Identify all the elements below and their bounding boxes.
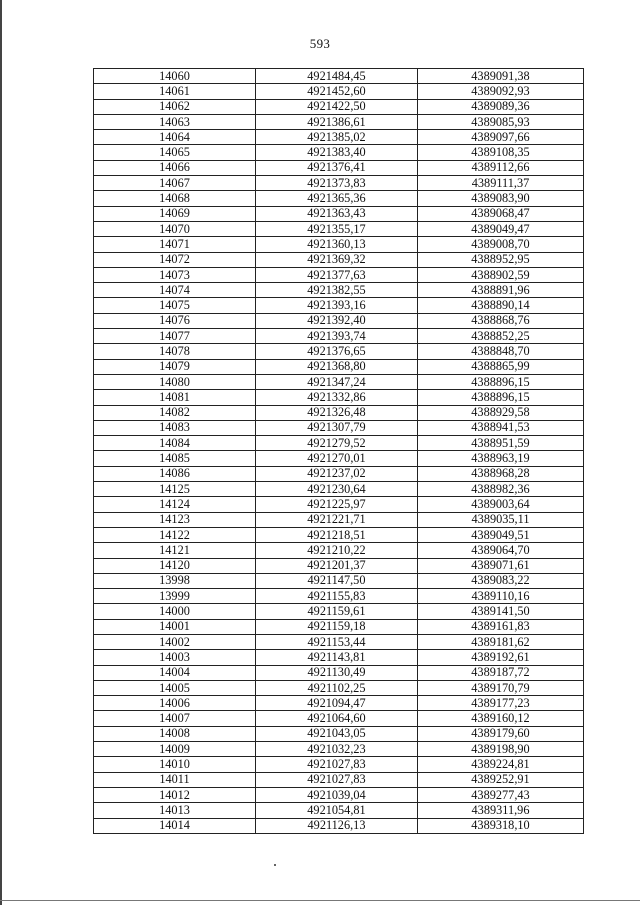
y-coordinate-cell: 4389318,10: [418, 818, 584, 833]
table-row: [94, 390, 584, 405]
y-coordinate-cell: 4388951,59: [418, 436, 584, 451]
y-coordinate-cell: 4388902,59: [418, 267, 584, 282]
table-row: [94, 130, 584, 145]
point-number-cell: 14060: [94, 69, 256, 84]
x-coordinate-cell: 4921307,79: [256, 420, 418, 435]
y-coordinate-cell: 4389035,11: [418, 512, 584, 527]
x-coordinate-cell: 4921102,25: [256, 680, 418, 695]
point-number-cell: 14083: [94, 420, 256, 435]
table-row: [94, 466, 584, 481]
table-row: [94, 497, 584, 512]
point-number-cell: 14124: [94, 497, 256, 512]
x-coordinate-cell: 4921279,52: [256, 436, 418, 451]
point-number-cell: 14079: [94, 359, 256, 374]
x-coordinate-cell: 4921159,61: [256, 604, 418, 619]
x-coordinate-cell: 4921484,45: [256, 69, 418, 84]
point-number-cell: 14084: [94, 436, 256, 451]
y-coordinate-cell: 4388968,28: [418, 466, 584, 481]
x-coordinate-cell: 4921422,50: [256, 99, 418, 114]
table-row: [94, 772, 584, 787]
page-edge-left: [0, 0, 2, 905]
table-row: [94, 711, 584, 726]
x-coordinate-cell: 4921210,22: [256, 543, 418, 558]
y-coordinate-cell: 4389170,79: [418, 680, 584, 695]
point-number-cell: 14121: [94, 543, 256, 558]
point-number-cell: 14067: [94, 176, 256, 191]
table-row: [94, 206, 584, 221]
x-coordinate-cell: 4921365,36: [256, 191, 418, 206]
y-coordinate-cell: 4389187,72: [418, 665, 584, 680]
y-coordinate-cell: 4389192,61: [418, 650, 584, 665]
table-row: [94, 604, 584, 619]
x-coordinate-cell: 4921392,40: [256, 313, 418, 328]
y-coordinate-cell: 4388929,58: [418, 405, 584, 420]
y-coordinate-cell: 4389071,61: [418, 558, 584, 573]
x-coordinate-cell: 4921326,48: [256, 405, 418, 420]
table-row: [94, 267, 584, 282]
x-coordinate-cell: 4921360,13: [256, 237, 418, 252]
x-coordinate-cell: 4921027,83: [256, 757, 418, 772]
point-number-cell: 14070: [94, 221, 256, 236]
scan-dot: [274, 864, 276, 866]
y-coordinate-cell: 4389083,22: [418, 573, 584, 588]
point-number-cell: 14075: [94, 298, 256, 313]
y-coordinate-cell: 4389111,37: [418, 176, 584, 191]
table-row: [94, 650, 584, 665]
coordinates-table: [93, 68, 584, 834]
y-coordinate-cell: 4388848,70: [418, 344, 584, 359]
y-coordinate-cell: 4389049,47: [418, 221, 584, 236]
y-coordinate-cell: 4389092,93: [418, 84, 584, 99]
point-number-cell: 14120: [94, 558, 256, 573]
table-row: [94, 344, 584, 359]
x-coordinate-cell: 4921039,04: [256, 787, 418, 802]
y-coordinate-cell: 4388963,19: [418, 451, 584, 466]
table-row: [94, 742, 584, 757]
x-coordinate-cell: 4921373,83: [256, 176, 418, 191]
y-coordinate-cell: 4388941,53: [418, 420, 584, 435]
point-number-cell: 14011: [94, 772, 256, 787]
y-coordinate-cell: 4389089,36: [418, 99, 584, 114]
x-coordinate-cell: 4921225,97: [256, 497, 418, 512]
y-coordinate-cell: 4388891,96: [418, 283, 584, 298]
table-row: [94, 329, 584, 344]
point-number-cell: 14073: [94, 267, 256, 282]
y-coordinate-cell: 4389097,66: [418, 130, 584, 145]
point-number-cell: 14007: [94, 711, 256, 726]
point-number-cell: 14125: [94, 482, 256, 497]
point-number-cell: 14013: [94, 803, 256, 818]
x-coordinate-cell: 4921064,60: [256, 711, 418, 726]
page-edge-bottom: [0, 900, 640, 901]
table-row: [94, 680, 584, 695]
x-coordinate-cell: 4921130,49: [256, 665, 418, 680]
table-row: [94, 634, 584, 649]
point-number-cell: 14000: [94, 604, 256, 619]
y-coordinate-cell: 4389064,70: [418, 543, 584, 558]
x-coordinate-cell: 4921355,17: [256, 221, 418, 236]
table-row: [94, 374, 584, 389]
y-coordinate-cell: 4388890,14: [418, 298, 584, 313]
x-coordinate-cell: 4921393,16: [256, 298, 418, 313]
y-coordinate-cell: 4389068,47: [418, 206, 584, 221]
y-coordinate-cell: 4389177,23: [418, 696, 584, 711]
x-coordinate-cell: 4921043,05: [256, 726, 418, 741]
x-coordinate-cell: 4921221,71: [256, 512, 418, 527]
table-row: [94, 145, 584, 160]
table-row: [94, 543, 584, 558]
table-row: [94, 420, 584, 435]
table-row: [94, 84, 584, 99]
y-coordinate-cell: 4389008,70: [418, 237, 584, 252]
point-number-cell: 14063: [94, 114, 256, 129]
table-row: [94, 726, 584, 741]
y-coordinate-cell: 4389003,64: [418, 497, 584, 512]
x-coordinate-cell: 4921385,02: [256, 130, 418, 145]
x-coordinate-cell: 4921094,47: [256, 696, 418, 711]
x-coordinate-cell: 4921237,02: [256, 466, 418, 481]
table-row: [94, 787, 584, 802]
x-coordinate-cell: 4921368,80: [256, 359, 418, 374]
point-number-cell: 14081: [94, 390, 256, 405]
point-number-cell: 14012: [94, 787, 256, 802]
table-row: [94, 313, 584, 328]
point-number-cell: 14003: [94, 650, 256, 665]
table-row: [94, 160, 584, 175]
point-number-cell: 14010: [94, 757, 256, 772]
y-coordinate-cell: 4389083,90: [418, 191, 584, 206]
table-row: [94, 252, 584, 267]
x-coordinate-cell: 4921376,41: [256, 160, 418, 175]
y-coordinate-cell: 4388896,15: [418, 374, 584, 389]
point-number-cell: 14068: [94, 191, 256, 206]
x-coordinate-cell: 4921376,65: [256, 344, 418, 359]
point-number-cell: 14061: [94, 84, 256, 99]
point-number-cell: 14008: [94, 726, 256, 741]
table-row: [94, 482, 584, 497]
x-coordinate-cell: 4921270,01: [256, 451, 418, 466]
point-number-cell: 14080: [94, 374, 256, 389]
table-row: [94, 359, 584, 374]
y-coordinate-cell: 4389161,83: [418, 619, 584, 634]
point-number-cell: 14123: [94, 512, 256, 527]
y-coordinate-cell: 4388982,36: [418, 482, 584, 497]
x-coordinate-cell: 4921147,50: [256, 573, 418, 588]
point-number-cell: 14005: [94, 680, 256, 695]
y-coordinate-cell: 4389160,12: [418, 711, 584, 726]
table-row: [94, 176, 584, 191]
x-coordinate-cell: 4921032,23: [256, 742, 418, 757]
x-coordinate-cell: 4921363,43: [256, 206, 418, 221]
y-coordinate-cell: 4389112,66: [418, 160, 584, 175]
table-row: [94, 283, 584, 298]
y-coordinate-cell: 4388852,25: [418, 329, 584, 344]
x-coordinate-cell: 4921159,18: [256, 619, 418, 634]
point-number-cell: 14062: [94, 99, 256, 114]
y-coordinate-cell: 4388952,95: [418, 252, 584, 267]
y-coordinate-cell: 4389179,60: [418, 726, 584, 741]
point-number-cell: 14069: [94, 206, 256, 221]
table-row: [94, 436, 584, 451]
x-coordinate-cell: 4921393,74: [256, 329, 418, 344]
point-number-cell: 14002: [94, 634, 256, 649]
point-number-cell: 14122: [94, 527, 256, 542]
point-number-cell: 14076: [94, 313, 256, 328]
table-row: [94, 558, 584, 573]
point-number-cell: 14086: [94, 466, 256, 481]
x-coordinate-cell: 4921218,51: [256, 527, 418, 542]
page-number: 593: [309, 36, 331, 51]
point-number-cell: 14001: [94, 619, 256, 634]
x-coordinate-cell: 4921143,81: [256, 650, 418, 665]
table-row: [94, 573, 584, 588]
x-coordinate-cell: 4921153,44: [256, 634, 418, 649]
x-coordinate-cell: 4921386,61: [256, 114, 418, 129]
x-coordinate-cell: 4921347,24: [256, 374, 418, 389]
table-row: [94, 803, 584, 818]
y-coordinate-cell: 4389224,81: [418, 757, 584, 772]
point-number-cell: 14065: [94, 145, 256, 160]
y-coordinate-cell: 4388865,99: [418, 359, 584, 374]
table-row: [94, 589, 584, 604]
x-coordinate-cell: 4921230,64: [256, 482, 418, 497]
y-coordinate-cell: 4388896,15: [418, 390, 584, 405]
y-coordinate-cell: 4389108,35: [418, 145, 584, 160]
table-row: [94, 99, 584, 114]
y-coordinate-cell: 4389049,51: [418, 527, 584, 542]
x-coordinate-cell: 4921027,83: [256, 772, 418, 787]
x-coordinate-cell: 4921452,60: [256, 84, 418, 99]
x-coordinate-cell: 4921126,13: [256, 818, 418, 833]
table-row: [94, 818, 584, 833]
y-coordinate-cell: 4388868,76: [418, 313, 584, 328]
y-coordinate-cell: 4389141,50: [418, 604, 584, 619]
point-number-cell: 14082: [94, 405, 256, 420]
x-coordinate-cell: 4921382,55: [256, 283, 418, 298]
table-row: [94, 512, 584, 527]
x-coordinate-cell: 4921155,83: [256, 589, 418, 604]
table-row: [94, 114, 584, 129]
x-coordinate-cell: 4921369,32: [256, 252, 418, 267]
table-row: [94, 221, 584, 236]
table-row: [94, 237, 584, 252]
table-row: [94, 451, 584, 466]
table-row: [94, 298, 584, 313]
y-coordinate-cell: 4389277,43: [418, 787, 584, 802]
point-number-cell: 14004: [94, 665, 256, 680]
point-number-cell: 14074: [94, 283, 256, 298]
y-coordinate-cell: 4389181,62: [418, 634, 584, 649]
point-number-cell: 14014: [94, 818, 256, 833]
table-row: [94, 69, 584, 84]
y-coordinate-cell: 4389085,93: [418, 114, 584, 129]
x-coordinate-cell: 4921332,86: [256, 390, 418, 405]
x-coordinate-cell: 4921377,63: [256, 267, 418, 282]
table-row: [94, 665, 584, 680]
y-coordinate-cell: 4389198,90: [418, 742, 584, 757]
point-number-cell: 14066: [94, 160, 256, 175]
y-coordinate-cell: 4389252,91: [418, 772, 584, 787]
table-row: [94, 696, 584, 711]
y-coordinate-cell: 4389110,16: [418, 589, 584, 604]
point-number-cell: 14006: [94, 696, 256, 711]
y-coordinate-cell: 4389091,38: [418, 69, 584, 84]
table-row: [94, 619, 584, 634]
x-coordinate-cell: 4921201,37: [256, 558, 418, 573]
table-row: [94, 757, 584, 772]
table-row: [94, 191, 584, 206]
point-number-cell: 13999: [94, 589, 256, 604]
point-number-cell: 14077: [94, 329, 256, 344]
coordinates-table-body: [94, 69, 584, 834]
table-row: [94, 405, 584, 420]
point-number-cell: 13998: [94, 573, 256, 588]
point-number-cell: 14072: [94, 252, 256, 267]
point-number-cell: 14064: [94, 130, 256, 145]
y-coordinate-cell: 4389311,96: [418, 803, 584, 818]
table-row: [94, 527, 584, 542]
point-number-cell: 14071: [94, 237, 256, 252]
point-number-cell: 14078: [94, 344, 256, 359]
x-coordinate-cell: 4921054,81: [256, 803, 418, 818]
point-number-cell: 14085: [94, 451, 256, 466]
point-number-cell: 14009: [94, 742, 256, 757]
x-coordinate-cell: 4921383,40: [256, 145, 418, 160]
